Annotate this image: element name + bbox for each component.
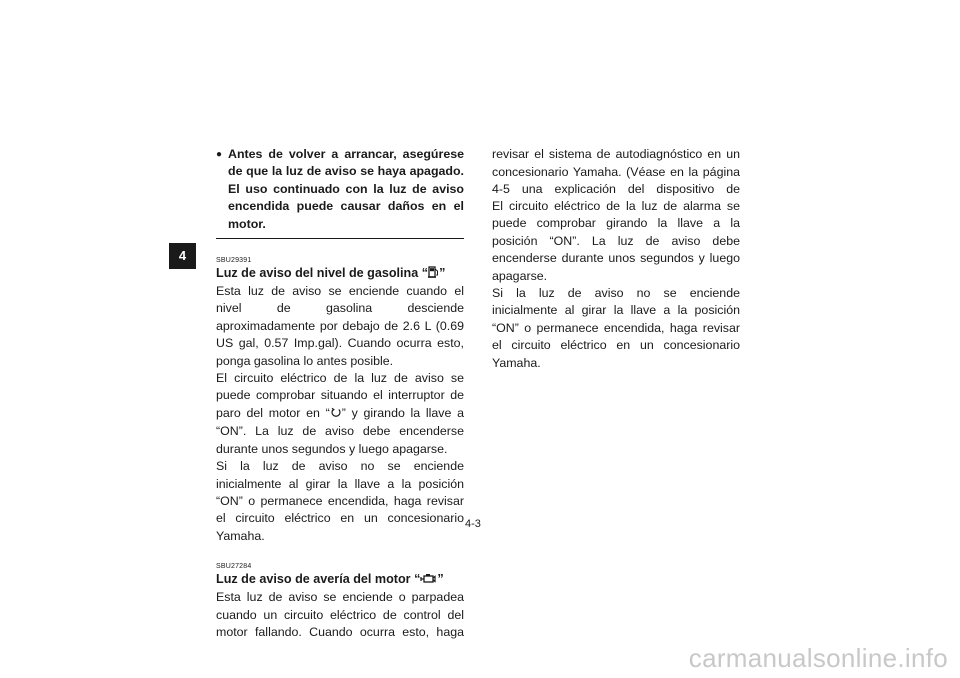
section1-paragraph: Si la luz de aviso no se enciende inicialmente al girar la llave a la posición “ON” o permanece encendida, haga revisar el circuito eléctrico en un concesionario Yamaha. — [216, 459, 464, 543]
section1-heading-text: Luz de aviso del nivel de gasolina “ — [216, 266, 429, 281]
chapter-tab: 4 — [169, 243, 196, 269]
warning-bullet — [216, 146, 464, 233]
section1-para2-end: ” y girando la llave a “ON”. La luz de aviso debe encenderse durante unos segundos y luego apagarse. — [216, 405, 464, 456]
engine-trouble-icon — [420, 572, 437, 588]
section2-paragraph: Si la luz de aviso no se enciende inicialmente al girar la llave a la posición “ON” o permanece encendida, haga revisar el circuito eléctrico en un concesionario Yamaha. — [492, 286, 740, 370]
section2-paragraph-continued — [492, 146, 740, 198]
right-column — [492, 146, 740, 372]
section1-paragraph — [216, 370, 464, 458]
section2-heading — [216, 571, 464, 588]
engine-run-switch-icon — [330, 406, 342, 423]
section1-heading-close: ” — [439, 266, 446, 281]
section2-code: SBU27284 — [216, 563, 252, 571]
watermark: carmanualsonline.info — [688, 643, 948, 673]
page-number: 4-3 — [465, 518, 481, 530]
section1-paragraph: Esta luz de aviso se enciende cuando el nivel de gasolina desciende aproximadamente por debajo de 2.6 L (0.69 US gal, 0.57 Imp.gal). Cuando ocurra esto, ponga gasolina lo antes posible. — [216, 284, 464, 368]
section2-heading-text: Luz de aviso de avería del motor “ — [216, 572, 421, 587]
warning-text: Antes de volver a arrancar, asegúrese de que la luz de aviso se haya apagado. El uso continuado con la luz de aviso encendida puede causar daños en el motor. — [228, 147, 464, 231]
section1-code: SBU29391 — [216, 257, 252, 265]
section2-heading-close: ” — [437, 572, 444, 587]
bullet-dot-icon: ● — [216, 149, 223, 160]
fuel-pump-icon — [428, 266, 439, 282]
section2-continuation-inner: revisar el sistema de autodiagnóstico en un concesionario Yamaha. (Véase en la página 4-5 una explicación del dispositivo de — [492, 147, 740, 197]
section-divider — [216, 238, 464, 239]
left-column — [216, 146, 464, 641]
section1-heading — [216, 265, 464, 282]
section2-paragraph-start: Esta luz de aviso se enciende o parpadea cuando un circuito eléctrico de control del motor fallando. Cuando ocurra esto, haga — [216, 590, 464, 639]
section1-para2-start: El circuito eléctrico de la luz de aviso se puede comprobar situando el interruptor de paro del motor en “ — [216, 371, 464, 420]
section2-paragraph: El circuito eléctrico de la luz de alarma se puede comprobar girando la llave a la posición “ON”. La luz de aviso debe encenderse durante unos segundos y luego apagarse. — [492, 199, 740, 283]
